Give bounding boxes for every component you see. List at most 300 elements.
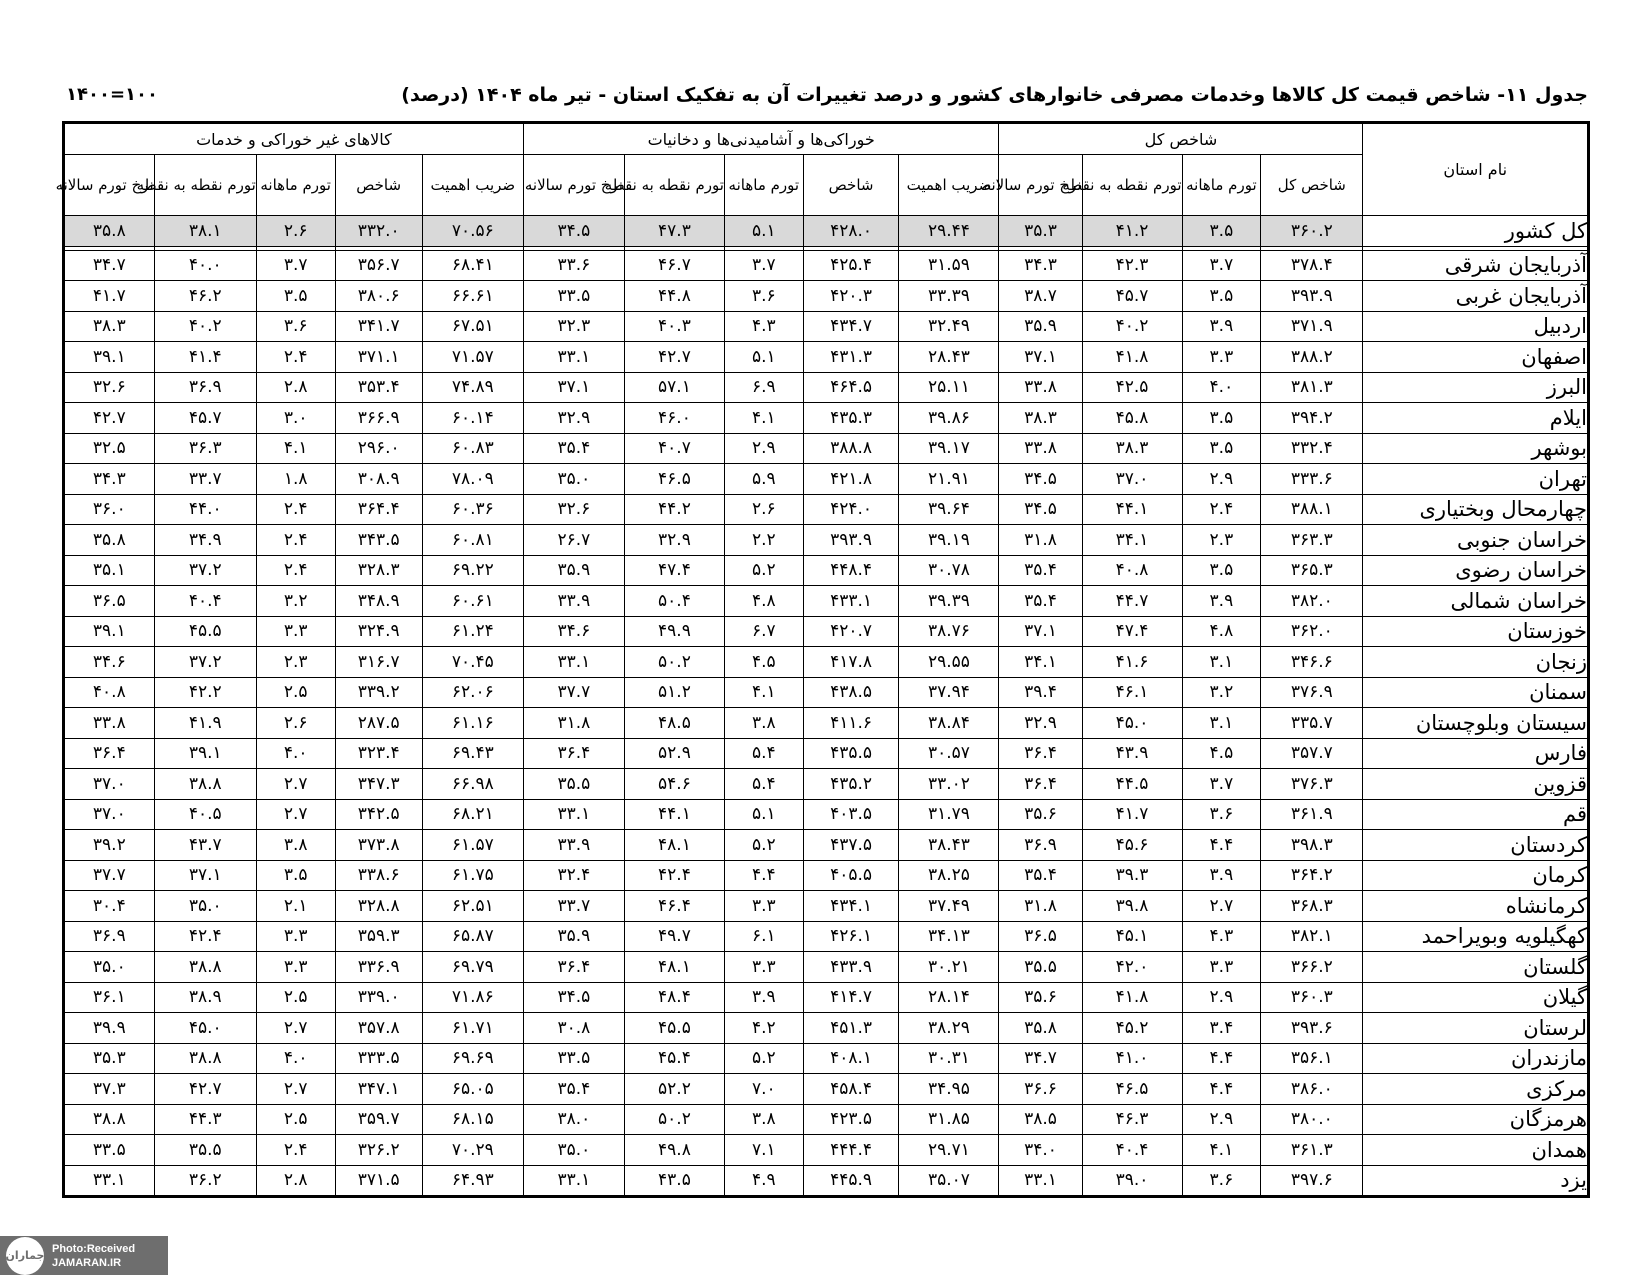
- table-cell: ۲.۶: [256, 708, 335, 739]
- table-row: [64, 342, 1589, 373]
- table-cell: ۲.۲: [724, 525, 803, 556]
- table-row: [64, 525, 1589, 556]
- table-cell: ۲.۷: [256, 799, 335, 830]
- table-cell: ۳۹.۳۹: [899, 586, 999, 617]
- table-cell: ۳۴.۷: [64, 250, 155, 281]
- table-cell: ۳۶۱.۳: [1261, 1135, 1363, 1166]
- table-cell: ۴۰۵.۵: [803, 860, 899, 891]
- table-cell: ۴۰.۴: [154, 586, 256, 617]
- table-cell: ۳۹۳.۶: [1261, 1013, 1363, 1044]
- table-cell: ۳۶۴.۴: [335, 494, 422, 525]
- table-cell: ۲.۹: [1182, 1104, 1261, 1135]
- table-cell: ۶۶.۹۸: [422, 769, 523, 800]
- province-name: مرکزی: [1363, 1074, 1589, 1105]
- table-cell: ۲.۷: [256, 769, 335, 800]
- table-cell: ۲۸۷.۵: [335, 708, 422, 739]
- table-cell: ۳۷.۰: [64, 799, 155, 830]
- table-cell: ۳۳.۸: [999, 433, 1082, 464]
- table-cell: ۴.۱: [1182, 1135, 1261, 1166]
- table-cell: ۳۶۲.۰: [1261, 616, 1363, 647]
- table-cell: ۳۳.۳۹: [899, 281, 999, 312]
- table-cell: ۳.۷: [1182, 250, 1261, 281]
- table-cell: ۳۳۲.۴: [1261, 433, 1363, 464]
- table-cell: ۴۲.۴: [624, 860, 724, 891]
- table-cell: ۴۱.۶: [1082, 647, 1182, 678]
- table-cell: ۳۵۳.۴: [335, 372, 422, 403]
- table-cell: ۳۷۳.۸: [335, 830, 422, 861]
- table-cell: ۳۵.۸: [64, 525, 155, 556]
- table-cell: ۳۸۸.۱: [1261, 494, 1363, 525]
- table-cell: ۳.۲: [1182, 677, 1261, 708]
- table-cell: ۲.۷: [256, 1013, 335, 1044]
- table-cell: ۳۶.۱: [64, 982, 155, 1013]
- table-cell: ۴۳.۵: [624, 1165, 724, 1197]
- table-cell: ۴۲۴.۰: [803, 494, 899, 525]
- table-cell: ۳۳.۹: [523, 830, 624, 861]
- table-cell: ۳۴۶.۶: [1261, 647, 1363, 678]
- table-cell: ۳.۹: [1182, 311, 1261, 342]
- table-cell: ۴۲.۷: [624, 342, 724, 373]
- table-cell: ۴.۰: [256, 738, 335, 769]
- table-cell: ۵۴.۶: [624, 769, 724, 800]
- table-cell: ۶۱.۷۱: [422, 1013, 523, 1044]
- table-cell: ۴۵.۴: [624, 1043, 724, 1074]
- table-cell: ۲.۴: [1182, 494, 1261, 525]
- table-cell: ۳۲.۶: [64, 372, 155, 403]
- table-cell: ۳.۶: [724, 281, 803, 312]
- table-cell: ۲.۵: [256, 677, 335, 708]
- table-cell: ۳۹.۱۷: [899, 433, 999, 464]
- table-body: [64, 216, 1589, 1197]
- table-cell: ۷۰.۴۵: [422, 647, 523, 678]
- table-row: [64, 586, 1589, 617]
- table-cell: ۴۱.۷: [64, 281, 155, 312]
- table-cell: ۶۰.۱۴: [422, 403, 523, 434]
- table-cell: ۳۷.۱: [999, 342, 1082, 373]
- table-cell: ۳۵.۴: [523, 433, 624, 464]
- table-cell: ۵.۲: [724, 555, 803, 586]
- table-cell: ۳۵.۹: [523, 555, 624, 586]
- table-cell: ۶۲.۵۱: [422, 891, 523, 922]
- table-title: جدول ۱۱- شاخص قیمت کل کالاها وخدمات مصرفی خانوارهای کشور و درصد تغییرات آن به تفکیک استان - تیر ماه ۱۴۰۴ (درصد): [401, 84, 1588, 106]
- table-cell: ۳۷۶.۳: [1261, 769, 1363, 800]
- table-cell: ۵۲.۲: [624, 1074, 724, 1105]
- table-cell: ۴۶.۲: [154, 281, 256, 312]
- table-cell: ۴۲۳.۵: [803, 1104, 899, 1135]
- table-cell: ۲۶.۷: [523, 525, 624, 556]
- table-row: [64, 708, 1589, 739]
- table-cell: ۳۳.۶: [523, 250, 624, 281]
- table-cell: ۴.۰: [256, 1043, 335, 1074]
- province-name: گیلان: [1363, 982, 1589, 1013]
- table-cell: ۳۷.۰: [64, 769, 155, 800]
- table-cell: ۳۹.۰: [1082, 1165, 1182, 1197]
- table-cell: ۳۲.۴: [523, 860, 624, 891]
- table-cell: ۳.۸: [724, 1104, 803, 1135]
- table-cell: ۷۱.۵۷: [422, 342, 523, 373]
- table-cell: ۳۵۶.۷: [335, 250, 422, 281]
- table-cell: ۳۳.۷: [154, 464, 256, 495]
- table-cell: ۳۲.۶: [523, 494, 624, 525]
- table-cell: ۳۵۷.۸: [335, 1013, 422, 1044]
- table-cell: ۴۴.۵: [1082, 769, 1182, 800]
- table-cell: ۳۱.۸: [999, 525, 1082, 556]
- table-cell: ۴۹.۸: [624, 1135, 724, 1166]
- table-cell: ۳۹۳.۹: [1261, 281, 1363, 312]
- province-name: ایلام: [1363, 403, 1589, 434]
- table-cell: ۷.۱: [724, 1135, 803, 1166]
- table-cell: ۳۴.۵: [523, 982, 624, 1013]
- table-cell: ۳۶.۴: [64, 738, 155, 769]
- table-cell: ۴۰.۸: [64, 677, 155, 708]
- table-cell: ۳.۳: [256, 952, 335, 983]
- table-cell: ۳.۳: [1182, 342, 1261, 373]
- table-row: [64, 860, 1589, 891]
- table-cell: ۳۶.۹: [64, 921, 155, 952]
- table-cell: ۵.۲: [724, 1043, 803, 1074]
- table-cell: ۴.۹: [724, 1165, 803, 1197]
- table-cell: ۳۹۷.۶: [1261, 1165, 1363, 1197]
- table-cell: ۴۹.۹: [624, 616, 724, 647]
- table-cell: ۴۵۸.۴: [803, 1074, 899, 1105]
- table-cell: ۲.۴: [256, 494, 335, 525]
- table-cell: ۳۴۲.۵: [335, 799, 422, 830]
- table-cell: ۳۹.۸: [1082, 891, 1182, 922]
- table-cell: ۳۸.۷: [999, 281, 1082, 312]
- table-cell: ۳۳.۵: [523, 281, 624, 312]
- table-cell: ۶۷.۵۱: [422, 311, 523, 342]
- table-cell: ۳۸.۸: [64, 1104, 155, 1135]
- table-cell: ۵.۱: [724, 799, 803, 830]
- table-cell: ۳۵۶.۱: [1261, 1043, 1363, 1074]
- table-row: [64, 464, 1589, 495]
- table-cell: ۷۰.۲۹: [422, 1135, 523, 1166]
- table-cell: ۴۵.۵: [154, 616, 256, 647]
- table-cell: ۳۵.۹: [999, 311, 1082, 342]
- table-cell: ۳۰.۳۱: [899, 1043, 999, 1074]
- table-cell: ۳۱.۷۹: [899, 799, 999, 830]
- table-cell: ۴۲۵.۴: [803, 250, 899, 281]
- table-cell: ۴۵.۵: [624, 1013, 724, 1044]
- table-cell: ۶۹.۶۹: [422, 1043, 523, 1074]
- watermark: [0, 1236, 168, 1275]
- table-row: [64, 769, 1589, 800]
- table-cell: ۴۱.۷: [1082, 799, 1182, 830]
- table-cell: ۴۵.۶: [1082, 830, 1182, 861]
- table-cell: ۳۳.۵: [64, 1135, 155, 1166]
- province-name: قم: [1363, 799, 1589, 830]
- table-cell: ۳۹.۲: [64, 830, 155, 861]
- table-cell: ۶۹.۷۹: [422, 952, 523, 983]
- table-cell: ۴۶.۵: [624, 464, 724, 495]
- table-row: [64, 647, 1589, 678]
- province-name: کردستان: [1363, 830, 1589, 861]
- table-cell: ۳۷۱.۹: [1261, 311, 1363, 342]
- province-name: خوزستان: [1363, 616, 1589, 647]
- table-cell: ۳.۳: [1182, 952, 1261, 983]
- province-name: گلستان: [1363, 952, 1589, 983]
- table-cell: ۳۸.۲۵: [899, 860, 999, 891]
- table-cell: ۳۳.۵: [523, 1043, 624, 1074]
- table-cell: ۳۵.۳: [64, 1043, 155, 1074]
- table-cell: ۳۲۶.۲: [335, 1135, 422, 1166]
- table-row: [64, 891, 1589, 922]
- table-cell: ۳۰.۸: [523, 1013, 624, 1044]
- table-cell: ۳۸.۹: [154, 982, 256, 1013]
- column-header: شاخص کل: [1261, 155, 1363, 216]
- table-cell: ۴.۵: [1182, 738, 1261, 769]
- table-cell: ۳۹.۳: [1082, 860, 1182, 891]
- table-cell: ۳۳.۱: [523, 647, 624, 678]
- table-cell: ۳۵.۴: [999, 860, 1082, 891]
- province-name: چهارمحال وبختیاری: [1363, 494, 1589, 525]
- table-cell: ۳۴.۵: [523, 216, 624, 247]
- table-cell: ۳۹.۱۹: [899, 525, 999, 556]
- table-cell: ۳۲.۹: [999, 708, 1082, 739]
- table-cell: ۳۹.۹: [64, 1013, 155, 1044]
- table-cell: ۳.۷: [256, 250, 335, 281]
- table-cell: ۳۷.۱: [999, 616, 1082, 647]
- table-row-total: [64, 216, 1589, 247]
- table-cell: ۳۳۵.۷: [1261, 708, 1363, 739]
- table-cell: ۳۳.۱: [999, 1165, 1082, 1197]
- table-cell: ۴۴۵.۹: [803, 1165, 899, 1197]
- table-cell: ۳۲۴.۹: [335, 616, 422, 647]
- province-name: بوشهر: [1363, 433, 1589, 464]
- table-cell: ۳۷.۱: [154, 860, 256, 891]
- table-cell: ۲.۶: [724, 494, 803, 525]
- table-cell: ۳۶۰.۳: [1261, 982, 1363, 1013]
- table-cell: ۳۵.۳: [999, 216, 1082, 247]
- table-cell: ۳۷۱.۵: [335, 1165, 422, 1197]
- table-cell: ۳۴.۱: [1082, 525, 1182, 556]
- table-cell: ۳۶.۵: [64, 586, 155, 617]
- table-cell: ۳۵.۰۷: [899, 1165, 999, 1197]
- table-cell: ۳.۳: [256, 921, 335, 952]
- table-cell: ۵.۴: [724, 738, 803, 769]
- table-cell: ۳۹.۱: [154, 738, 256, 769]
- table-cell: ۶۹.۴۳: [422, 738, 523, 769]
- table-cell: ۴.۵: [724, 647, 803, 678]
- table-cell: ۴۶.۴: [624, 891, 724, 922]
- table-cell: ۴۴.۷: [1082, 586, 1182, 617]
- province-header: نام استان: [1363, 123, 1589, 216]
- table-cell: ۳.۶: [256, 311, 335, 342]
- table-cell: ۴۲.۵: [1082, 372, 1182, 403]
- table-cell: ۵۰.۴: [624, 586, 724, 617]
- table-cell: ۷.۰: [724, 1074, 803, 1105]
- table-cell: ۳۶.۵: [999, 921, 1082, 952]
- table-cell: ۴.۴: [1182, 1043, 1261, 1074]
- column-header: شاخص: [335, 155, 422, 216]
- table-cell: ۶.۷: [724, 616, 803, 647]
- province-name: سیستان وبلوچستان: [1363, 708, 1589, 739]
- table-cell: ۶۴.۹۳: [422, 1165, 523, 1197]
- table-cell: ۳۴.۷: [999, 1043, 1082, 1074]
- table-cell: ۳۳.۱: [523, 1165, 624, 1197]
- table-cell: ۳۸.۰: [523, 1104, 624, 1135]
- table-cell: ۳۶.۹: [999, 830, 1082, 861]
- table-cell: ۳۲.۹: [523, 403, 624, 434]
- table-cell: ۳۲.۳: [523, 311, 624, 342]
- province-name: مازندران: [1363, 1043, 1589, 1074]
- province-name: آذربایجان شرقی: [1363, 250, 1589, 281]
- column-header: نرخ تورم سالانه: [64, 155, 155, 216]
- table-cell: ۳۶.۴: [999, 738, 1082, 769]
- jamaran-logo-icon: جماران: [6, 1237, 44, 1275]
- table-cell: ۳۳.۷: [523, 891, 624, 922]
- table-cell: ۳۵.۰: [64, 952, 155, 983]
- table-cell: ۴۴.۱: [624, 799, 724, 830]
- table-cell: ۳۷۱.۱: [335, 342, 422, 373]
- table-cell: ۳۸.۷۶: [899, 616, 999, 647]
- table-cell: ۴.۰: [1182, 372, 1261, 403]
- province-name: تهران: [1363, 464, 1589, 495]
- table-cell: ۳۴.۱: [999, 647, 1082, 678]
- province-name: فارس: [1363, 738, 1589, 769]
- table-cell: ۳۶.۴: [999, 769, 1082, 800]
- table-cell: ۴۲.۲: [154, 677, 256, 708]
- table-cell: ۳۳.۸: [64, 708, 155, 739]
- table-cell: ۳۵.۴: [523, 1074, 624, 1105]
- table-cell: ۳۲.۴۹: [899, 311, 999, 342]
- table-cell: ۳۴۷.۳: [335, 769, 422, 800]
- column-header: ضریب اهمیت: [899, 155, 999, 216]
- table-cell: ۳۶.۶: [999, 1074, 1082, 1105]
- table-cell: ۳.۹: [724, 982, 803, 1013]
- table-cell: ۳۷.۴۹: [899, 891, 999, 922]
- table-cell: ۴۷.۴: [624, 555, 724, 586]
- table-cell: ۳.۰: [256, 403, 335, 434]
- table-cell: ۳۰.۴: [64, 891, 155, 922]
- table-cell: ۳۴.۵: [999, 464, 1082, 495]
- table-cell: ۳۴.۵: [999, 494, 1082, 525]
- table-cell: ۶۶.۶۱: [422, 281, 523, 312]
- table-cell: ۳۶۰.۲: [1261, 216, 1363, 247]
- table-cell: ۳۹۸.۳: [1261, 830, 1363, 861]
- table-cell: ۴.۳: [724, 311, 803, 342]
- table-cell: ۳۵.۴: [999, 555, 1082, 586]
- province-name: کل کشور: [1363, 216, 1589, 247]
- table-cell: ۳۴۷.۱: [335, 1074, 422, 1105]
- table-cell: ۳۳۳.۵: [335, 1043, 422, 1074]
- table-cell: ۳۵.۴: [999, 586, 1082, 617]
- table-cell: ۶۵.۸۷: [422, 921, 523, 952]
- table-cell: ۴۳۳.۱: [803, 586, 899, 617]
- table-cell: ۳۷.۷: [64, 860, 155, 891]
- table-cell: ۵.۲: [724, 830, 803, 861]
- table-cell: ۳۶۱.۹: [1261, 799, 1363, 830]
- table-cell: ۴۶.۳: [1082, 1104, 1182, 1135]
- table-row: [64, 281, 1589, 312]
- table-cell: ۲۹.۴۴: [899, 216, 999, 247]
- table-cell: ۲.۱: [256, 891, 335, 922]
- table-row: [64, 403, 1589, 434]
- table-cell: ۳۷.۲: [154, 555, 256, 586]
- column-header: تورم نقطه به نقطه: [154, 155, 256, 216]
- table-cell: ۷۸.۰۹: [422, 464, 523, 495]
- table-cell: ۲۱.۹۱: [899, 464, 999, 495]
- column-header: نرخ تورم سالانه: [999, 155, 1082, 216]
- table-cell: ۳۴.۱۳: [899, 921, 999, 952]
- table-cell: ۴۰۳.۵: [803, 799, 899, 830]
- table-cell: ۳۱.۸: [999, 891, 1082, 922]
- table-cell: ۳۷۶.۹: [1261, 677, 1363, 708]
- table-cell: ۳۹۳.۹: [803, 525, 899, 556]
- table-cell: ۶۵.۰۵: [422, 1074, 523, 1105]
- table-cell: ۴۳۵.۲: [803, 769, 899, 800]
- table-cell: ۴۱.۲: [1082, 216, 1182, 247]
- table-row: [64, 494, 1589, 525]
- table-cell: ۲.۳: [256, 647, 335, 678]
- table-cell: ۳.۵: [256, 281, 335, 312]
- table-cell: ۳۳.۱: [523, 342, 624, 373]
- table-row: [64, 799, 1589, 830]
- table-cell: ۳۳.۰۲: [899, 769, 999, 800]
- table-cell: ۴۹.۷: [624, 921, 724, 952]
- table-cell: ۳.۶: [1182, 1165, 1261, 1197]
- table-cell: ۲.۴: [256, 342, 335, 373]
- table-cell: ۳۶.۲: [154, 1165, 256, 1197]
- table-cell: ۵۰.۲: [624, 1104, 724, 1135]
- table-cell: ۳.۸: [256, 830, 335, 861]
- table-cell: ۳۳.۸: [999, 372, 1082, 403]
- table-cell: ۲.۶: [256, 216, 335, 247]
- table-cell: ۳.۱: [1182, 708, 1261, 739]
- table-cell: ۴۲۸.۰: [803, 216, 899, 247]
- column-header: تورم ماهانه: [1182, 155, 1261, 216]
- table-cell: ۴۲.۳: [1082, 250, 1182, 281]
- table-cell: ۳۴.۰: [999, 1135, 1082, 1166]
- table-cell: ۳۶۶.۲: [1261, 952, 1363, 983]
- table-cell: ۶۰.۳۶: [422, 494, 523, 525]
- column-header: تورم نقطه به نقطه: [624, 155, 724, 216]
- province-name: قزوین: [1363, 769, 1589, 800]
- table-cell: ۴۰۸.۱: [803, 1043, 899, 1074]
- table-cell: ۳۷.۲: [154, 647, 256, 678]
- table-cell: ۶۱.۲۴: [422, 616, 523, 647]
- table-cell: ۳۷.۹۴: [899, 677, 999, 708]
- table-cell: ۷۴.۸۹: [422, 372, 523, 403]
- table-cell: ۳۶.۴: [523, 952, 624, 983]
- watermark-credit: Photo:Received: [52, 1242, 136, 1255]
- table-cell: ۶۸.۴۱: [422, 250, 523, 281]
- table-cell: ۴۰.۲: [1082, 311, 1182, 342]
- table-cell: ۳.۵: [1182, 433, 1261, 464]
- table-cell: ۴۲.۴: [154, 921, 256, 952]
- group-header-total: شاخص کل: [999, 123, 1363, 155]
- table-cell: ۳۶.۴: [523, 738, 624, 769]
- table-cell: ۴۴.۳: [154, 1104, 256, 1135]
- table-cell: ۳۴.۶: [64, 647, 155, 678]
- province-cpi-table: [55, 121, 1590, 1198]
- table-cell: ۴.۴: [1182, 1074, 1261, 1105]
- base-year-label: ۱۰۰=۱۴۰۰: [66, 84, 159, 105]
- table-cell: ۳۸.۳: [64, 311, 155, 342]
- table-cell: ۳۸.۲۹: [899, 1013, 999, 1044]
- table-row: [64, 250, 1589, 281]
- table-cell: ۲.۵: [256, 982, 335, 1013]
- table-cell: ۴۸.۴: [624, 982, 724, 1013]
- table-cell: ۷۰.۵۶: [422, 216, 523, 247]
- table-cell: ۴۳۴.۱: [803, 891, 899, 922]
- table-cell: ۳۹.۴: [999, 677, 1082, 708]
- table-cell: ۳۸۶.۰: [1261, 1074, 1363, 1105]
- table-cell: ۳۳۶.۹: [335, 952, 422, 983]
- table-cell: ۳.۹: [1182, 586, 1261, 617]
- table-cell: ۳۲۳.۴: [335, 738, 422, 769]
- table-cell: ۶۰.۶۱: [422, 586, 523, 617]
